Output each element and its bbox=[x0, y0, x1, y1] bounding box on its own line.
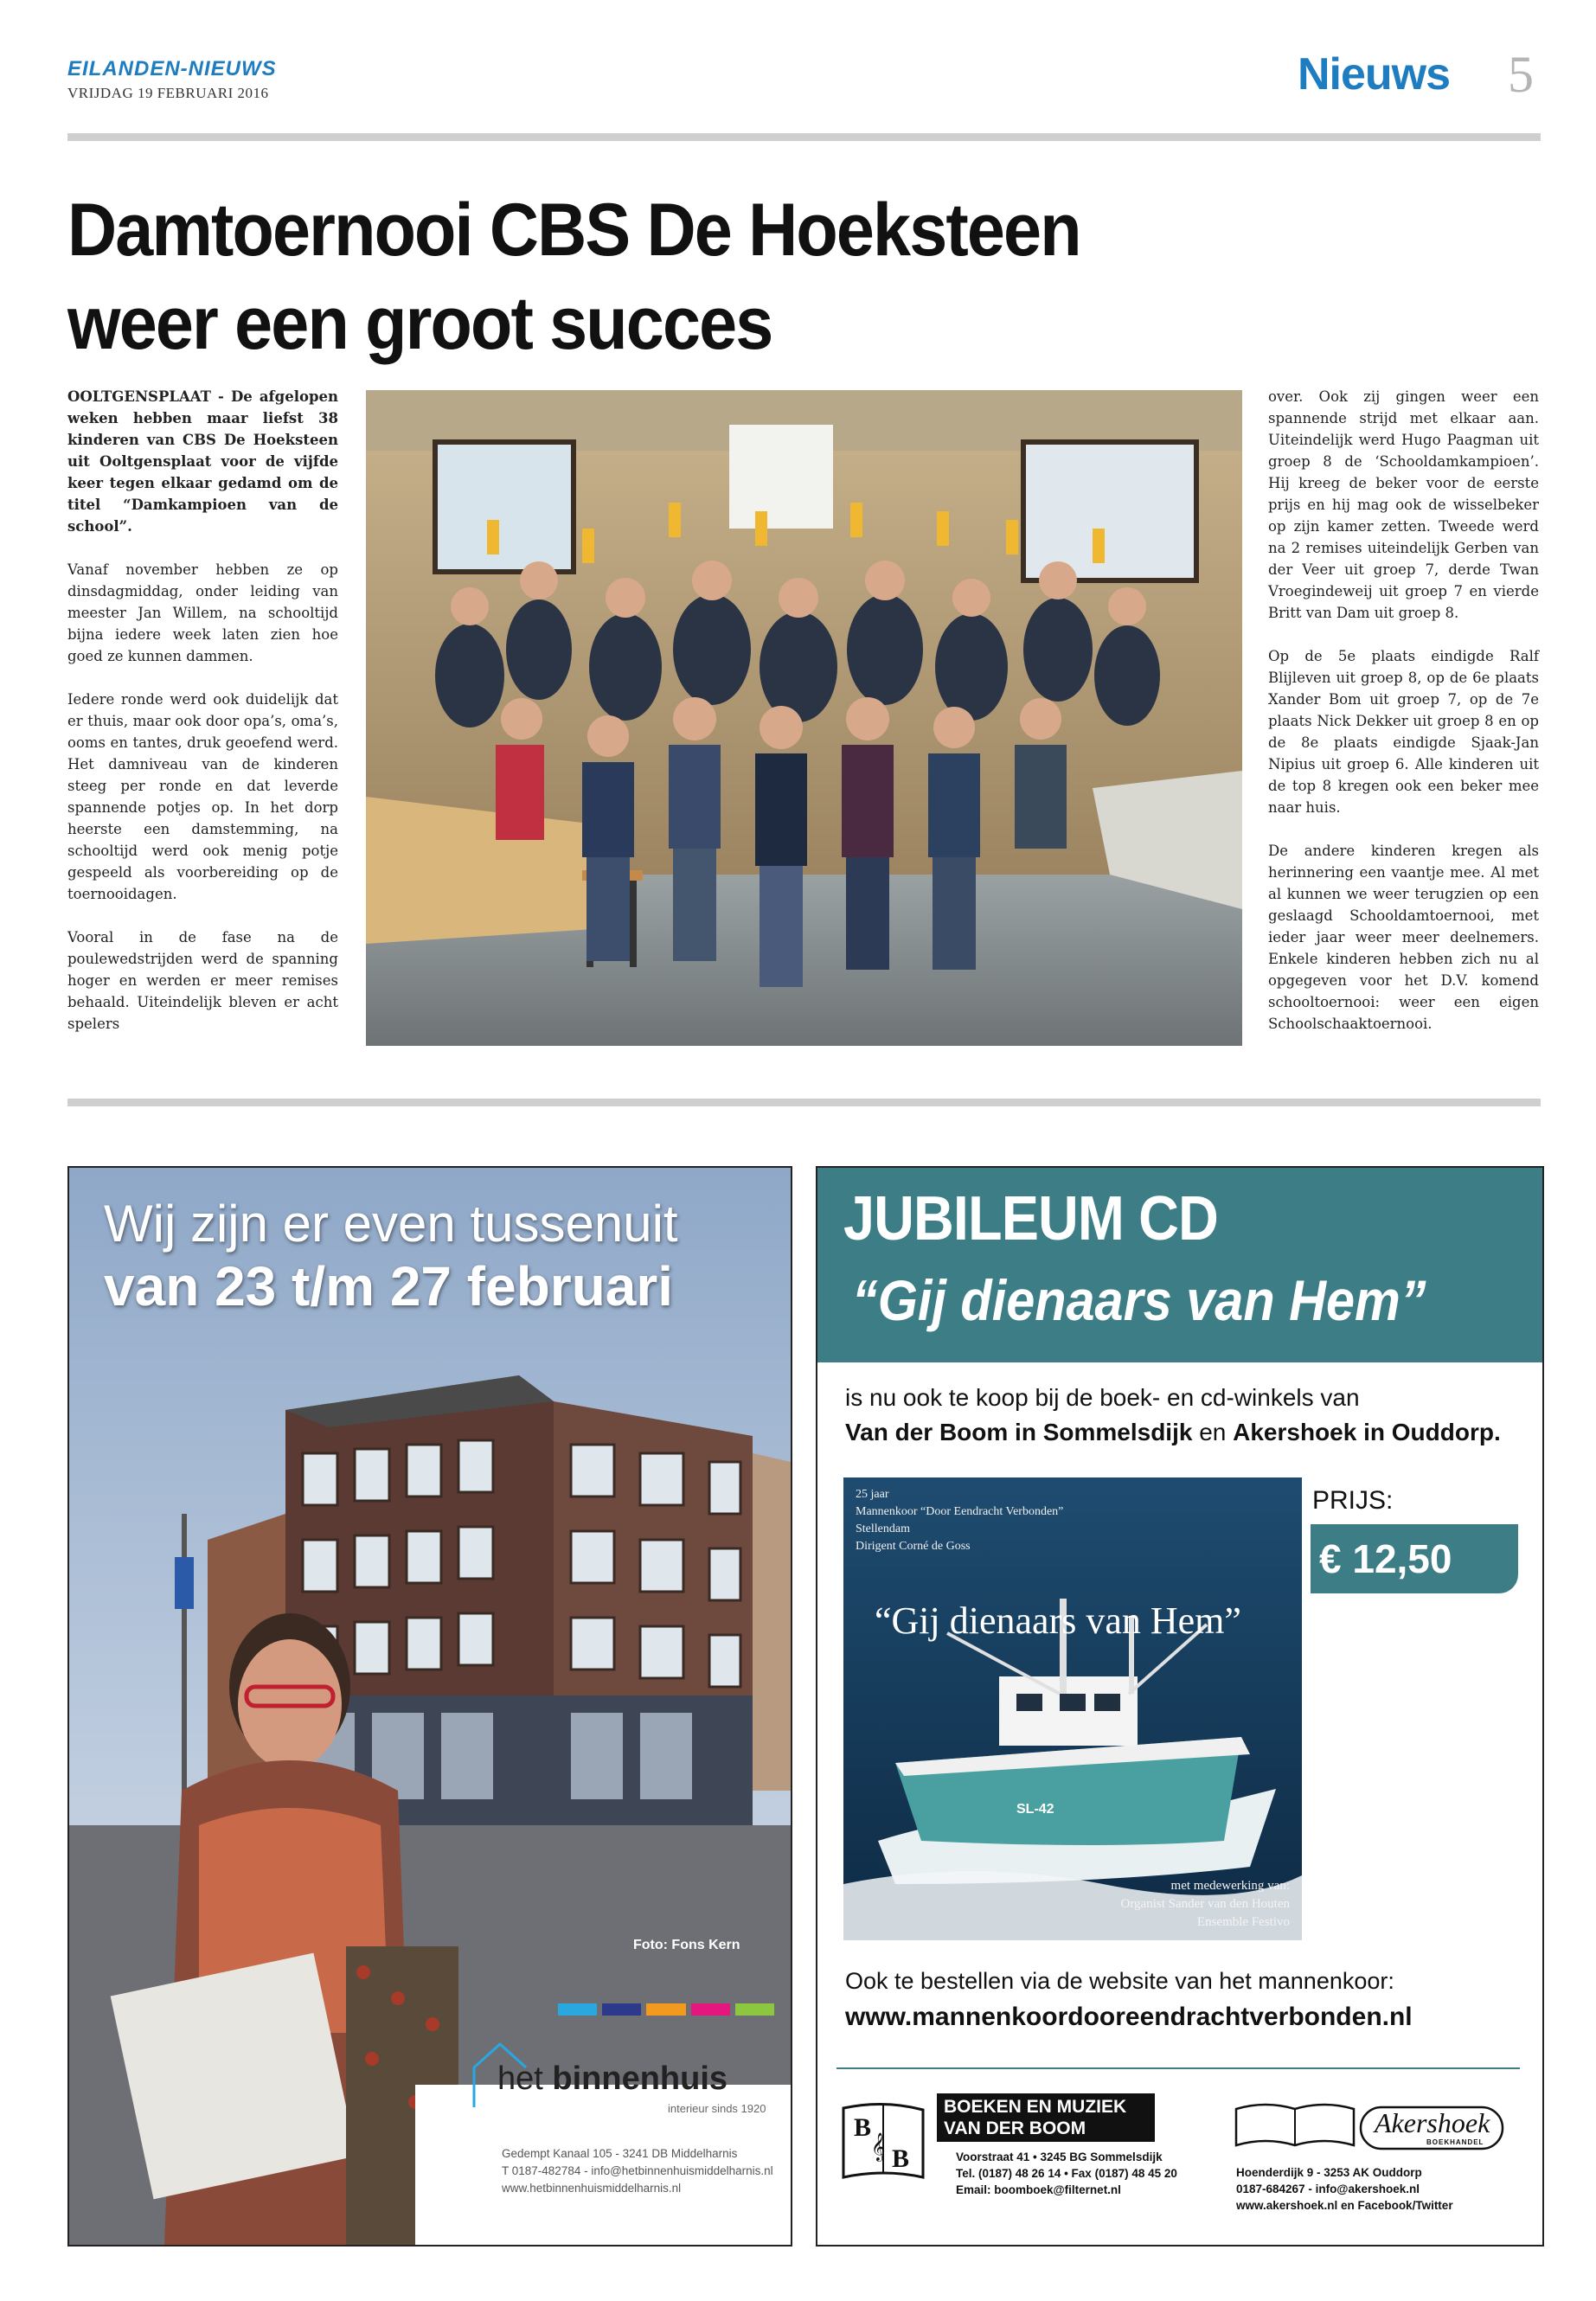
van-der-boom-name bbox=[937, 2093, 1155, 2142]
issue-date: VRIJDAG 19 FEBRUARI 2016 bbox=[67, 85, 269, 101]
cover-credits bbox=[1120, 1877, 1290, 1932]
article-paragraph: Iedere ronde werd ook duidelijk dat er thuis, maar ook door opa’s, oma’s, ooms en tantes, druk geoefend werd. Het damniveau van de kinderen steeg per ronde en dat leverde spannende potjes op. In het dorp heerste een damstemming, na schooltijd werd ook menig potje gespeeld als voorbereiding op de toernooidagen. bbox=[67, 691, 338, 902]
address: Gedempt Kanaal 105 - 3241 DB Middelharnis bbox=[502, 2147, 738, 2160]
article-paragraph: Vooral in de fase na de poulewedstrijden werd de spanning hoger en werden er meer remises behaald. Uiteindelijk bleven er acht spelers bbox=[67, 929, 338, 1032]
cover-text bbox=[856, 1486, 1063, 1555]
cd-cover bbox=[843, 1477, 1302, 1940]
article-paragraph: Vanaf november hebben ze op dinsdagmiddag, onder leiding van meester Jan Willem, na schooltijd bijna iedere week laten zien hoe goed ze kunnen dammen. bbox=[67, 561, 338, 664]
article-paragraph: Op de 5e plaats eindigde Ralf Blijleven uit groep 8, op de 6e plaats Xander Bom uit groep 7, op de 7e plaats Nick Dekker uit groep 8 en op de 8e plaats eindigde Sjaak-Jan Nipius uit groep 6. Alle kinderen uit de top 8 kregen ook een beker mee naar huis. bbox=[1268, 648, 1539, 816]
binnenhuis-advertisement bbox=[67, 1166, 792, 2247]
ad-headline-1: Wij zijn er even tussenuit bbox=[104, 1195, 678, 1253]
store-conjunction: en bbox=[1192, 1419, 1234, 1445]
svg-text:B: B bbox=[854, 2113, 872, 2142]
photo-credit: Foto: Fons Kern bbox=[633, 1938, 740, 1952]
stripe bbox=[691, 2003, 730, 2016]
headline-line-2: weer een groot succes bbox=[67, 282, 772, 365]
svg-text:B: B bbox=[892, 2144, 910, 2173]
akershoek-logo-sub: BOEKHANDEL bbox=[1426, 2138, 1484, 2146]
article-paragraph: De andere kinderen kregen als herinnering een vaantje mee. Al met al kunnen we weer terugzien op een geslaagd Schooldamtoernooi, met ieder jaar weer meer deelnemers. Enkele kinderen hebben zich nu al opgegeven voor het D.V. komend schooltoernooi: weer een eigen Schoolschaaktoernooi. bbox=[1268, 843, 1539, 1032]
article-headline bbox=[67, 183, 1261, 370]
stripe bbox=[735, 2003, 774, 2016]
cd-title: JUBILEUM CD bbox=[843, 1184, 1218, 1253]
cover-line: 25 jaar bbox=[856, 1488, 889, 1501]
binnenhuis-contact bbox=[502, 2145, 773, 2197]
stripe bbox=[646, 2003, 685, 2016]
order-text: Ook te bestellen via de website van het mannenkoor: bbox=[845, 1968, 1394, 1994]
shop-name-line: VAN DER BOOM bbox=[944, 2118, 1086, 2138]
van-der-boom-contact bbox=[956, 2149, 1177, 2198]
shop-phone: 0187-684267 - info@akershoek.nl bbox=[1236, 2182, 1420, 2195]
shop-name-line: BOEKEN EN MUZIEK bbox=[944, 2097, 1127, 2117]
top-rule bbox=[67, 133, 1541, 141]
shop-address: Hoenderdijk 9 - 3253 AK Ouddorp bbox=[1236, 2166, 1422, 2179]
cover-credit: Organist Sander van den Houten bbox=[1120, 1897, 1290, 1911]
cover-line: Dirigent Corné de Goss bbox=[856, 1540, 971, 1553]
boat-number: SL-42 bbox=[1016, 1802, 1054, 1817]
shop-email: Email: boomboek@filternet.nl bbox=[956, 2183, 1121, 2196]
website: www.hetbinnenhuismiddelharnis.nl bbox=[502, 2182, 682, 2195]
store-1: Van der Boom in Sommelsdijk bbox=[845, 1419, 1193, 1445]
cd-subtitle: “Gij dienaars van Hem” bbox=[852, 1268, 1426, 1332]
stripe bbox=[602, 2003, 641, 2016]
akershoek-contact bbox=[1236, 2164, 1453, 2214]
brand-bold: binnenhuis bbox=[552, 2061, 728, 2097]
availability-text: is nu ook te koop bij de boek- en cd-winkels van bbox=[845, 1384, 1360, 1411]
brand-tagline: interieur sinds 1920 bbox=[668, 2102, 766, 2115]
article-column-1 bbox=[67, 386, 338, 1056]
store-2: Akershoek in Ouddorp. bbox=[1233, 1419, 1501, 1445]
order-website: www.mannenkoordooreendrachtverbonden.nl bbox=[845, 2003, 1413, 2031]
ad-headline-2: van 23 t/m 27 februari bbox=[104, 1255, 674, 1317]
phone-email: T 0187-482784 - info@hetbinnenhuismiddelharnis.nl bbox=[502, 2164, 773, 2177]
book-logo-icon bbox=[836, 2098, 932, 2184]
article-lead: OOLTGENSPLAAT - De afgelopen weken hebben maar liefst 38 kinderen van CBS De Hoeksteen uit Ooltgensplaat voor de vijfde keer tegen elkaar gedamd om de titel “Damkampioen van de school”. bbox=[67, 388, 338, 535]
brand-name bbox=[497, 2061, 727, 2098]
divider bbox=[836, 2067, 1520, 2069]
svg-text:𝄞: 𝄞 bbox=[871, 2132, 886, 2161]
article-paragraph: over. Ook zij gingen weer een spannende strijd met elkaar aan. Uiteindelijk werd Hugo Paagman uit groep 8 de ‘Schooldamkampioen’. Hij kreeg de beker voor de eerste prijs en hij mag ook de wisselbeker op zijn kamer zetten. Tweede werd na 2 remises uiteindelijk Gerben van der Veer uit groep 7, derde Twan Vroegindeweij uit groep 7 en vierde Britt van Dam uit groep 8. bbox=[1268, 388, 1539, 621]
article-photo bbox=[366, 390, 1242, 1046]
color-stripes bbox=[558, 2003, 774, 2016]
akershoek-logo bbox=[1231, 2100, 1508, 2156]
cover-credit: met medewerking van: bbox=[1170, 1879, 1290, 1893]
shop-web: www.akershoek.nl en Facebook/Twitter bbox=[1236, 2199, 1453, 2212]
stores-line bbox=[845, 1419, 1501, 1446]
article-bottom-rule bbox=[67, 1099, 1541, 1106]
akershoek-logo-text: Akershoek bbox=[1375, 2107, 1490, 2138]
headline-line-1: Damtoernooi CBS De Hoeksteen bbox=[67, 189, 1080, 272]
shop-address: Voorstraat 41 • 3245 BG Sommelsdijk bbox=[956, 2150, 1163, 2163]
newspaper-logo: EILANDEN-NIEUWS bbox=[67, 57, 277, 80]
kids-celebrating-photo bbox=[366, 390, 1242, 1046]
shop-phone: Tel. (0187) 48 26 14 • Fax (0187) 48 45 20 bbox=[956, 2167, 1177, 2180]
jubileum-cd-advertisement bbox=[816, 1166, 1544, 2247]
cover-line: Stellendam bbox=[856, 1522, 910, 1535]
cover-title: “Gij dienaars van Hem” bbox=[875, 1599, 1241, 1642]
cover-credit: Ensemble Festivo bbox=[1196, 1915, 1290, 1929]
brand-light: het bbox=[497, 2061, 553, 2097]
page-number: 5 bbox=[1508, 46, 1534, 103]
stripe bbox=[558, 2003, 597, 2016]
section-title: Nieuws bbox=[1298, 49, 1451, 99]
cover-line: Mannenkoor “Door Eendracht Verbonden” bbox=[856, 1505, 1064, 1518]
price-badge: € 12,50 bbox=[1311, 1524, 1518, 1593]
price-label: PRIJS: bbox=[1312, 1486, 1394, 1515]
article-column-3 bbox=[1268, 386, 1539, 1056]
